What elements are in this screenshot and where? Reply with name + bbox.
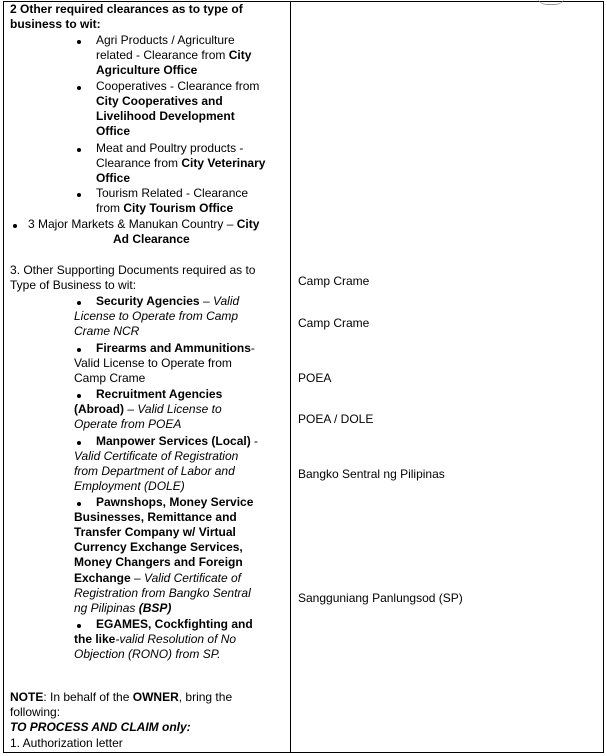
note-line2: following:	[10, 705, 61, 719]
pawnshops-line2: Businesses, Remittance and	[74, 510, 237, 524]
pawnshops-line8: ng Pilipinas (BSP)	[74, 601, 172, 615]
agency-camp-crame-1: Camp Crame	[298, 274, 370, 288]
manpower-line1: Manpower Services (Local) -	[96, 434, 259, 448]
section2-title-line2: business to wit:	[10, 17, 101, 31]
agency-camp-crame-2: Camp Crame	[298, 316, 370, 330]
pawnshops-line6: Exchange – Valid Certificate of	[74, 571, 241, 585]
section3-title-line1: 3. Other Supporting Documents required as to	[10, 263, 256, 277]
manpower-line2: Valid Certificate of Registration	[74, 449, 239, 463]
meat-item-line2: Clearance from City Veterinary	[96, 156, 266, 170]
bullet-icon	[77, 502, 81, 506]
pawnshops-line1: Pawnshops, Money Service	[96, 495, 254, 509]
note-process-claim: TO PROCESS AND CLAIM only:	[10, 720, 191, 734]
bullet-icon	[77, 441, 81, 445]
coop-item-line2: City Cooperatives and	[96, 94, 223, 108]
firearms-line2: Valid License to Operate from	[74, 356, 232, 370]
manpower-line3: from Department of Labor and	[74, 464, 235, 478]
recruitment-line1: Recruitment Agencies	[96, 387, 223, 401]
major-markets-line1: 3 Major Markets & Manukan Country – City	[28, 217, 260, 231]
agency-bsp: Bangko Sentral ng Pilipinas	[298, 467, 445, 481]
egames-line1: EGAMES, Cockfighting and	[96, 617, 253, 631]
security-agencies-line2: License to Operate from Camp	[74, 309, 239, 323]
column-divider	[290, 1, 291, 753]
bullet-icon	[77, 394, 81, 398]
note-item-authorization: 1. Authorization letter	[10, 736, 123, 750]
pawnshops-line7: Registration from Bangko Sentral	[74, 586, 251, 600]
meat-item-line3: Office	[96, 171, 131, 185]
section3-title-line2: Type of Business to wit:	[10, 278, 137, 292]
bullet-icon	[77, 193, 81, 197]
tourism-item-line2: from City Tourism Office	[96, 201, 234, 215]
pawnshops-line4: Currency Exchange Services,	[74, 540, 243, 554]
tourism-item-line1: Tourism Related - Clearance	[96, 186, 249, 200]
bullet-icon	[77, 148, 81, 152]
bullet-icon	[77, 301, 81, 305]
bullet-icon	[77, 348, 81, 352]
recruitment-line3: Operate from POEA	[74, 417, 182, 431]
security-agencies-line1: Security Agencies – Valid	[96, 294, 240, 308]
coop-item-line1: Cooperatives - Clearance from	[96, 79, 260, 93]
note-line1: NOTE: In behalf of the OWNER, bring the	[10, 690, 233, 704]
pawnshops-line3: Transfer Company w/ Virtual	[74, 525, 236, 539]
section2-title-line1: 2 Other required clearances as to type of	[10, 2, 243, 16]
firearms-line1: Firearms and Ammunitions-	[96, 341, 255, 355]
bullet-icon	[77, 40, 81, 44]
recruitment-line2: (Abroad) – Valid License to	[74, 402, 222, 416]
manpower-line4: Employment (DOLE)	[74, 479, 185, 493]
agency-poea: POEA	[298, 371, 332, 385]
agency-sp: Sangguniang Panlungsod (SP)	[298, 591, 463, 605]
major-markets-line2: Ad Clearance	[113, 232, 190, 246]
agri-item-line1: Agri Products / Agriculture	[96, 33, 235, 47]
egames-line2: the like-valid Resolution of No	[74, 632, 237, 646]
bullet-icon	[77, 624, 81, 628]
bullet-icon	[77, 86, 81, 90]
firearms-line3: Camp Crame	[74, 371, 146, 385]
agri-item-line2: related - Clearance from City	[96, 48, 252, 62]
pawnshops-line5: Money Changers and Foreign	[74, 555, 243, 569]
coop-item-line3: Livelihood Development	[96, 109, 235, 123]
coop-item-line4: Office	[96, 124, 131, 138]
bullet-icon	[13, 224, 17, 228]
security-agencies-line3: Crame NCR	[74, 324, 140, 338]
agency-poea-dole: POEA / DOLE	[298, 412, 374, 426]
agri-item-line3: Agriculture Office	[96, 63, 198, 77]
egames-line3: Objection (RONO) from SP.	[74, 647, 221, 661]
meat-item-line1: Meat and Poultry products -	[96, 141, 244, 155]
